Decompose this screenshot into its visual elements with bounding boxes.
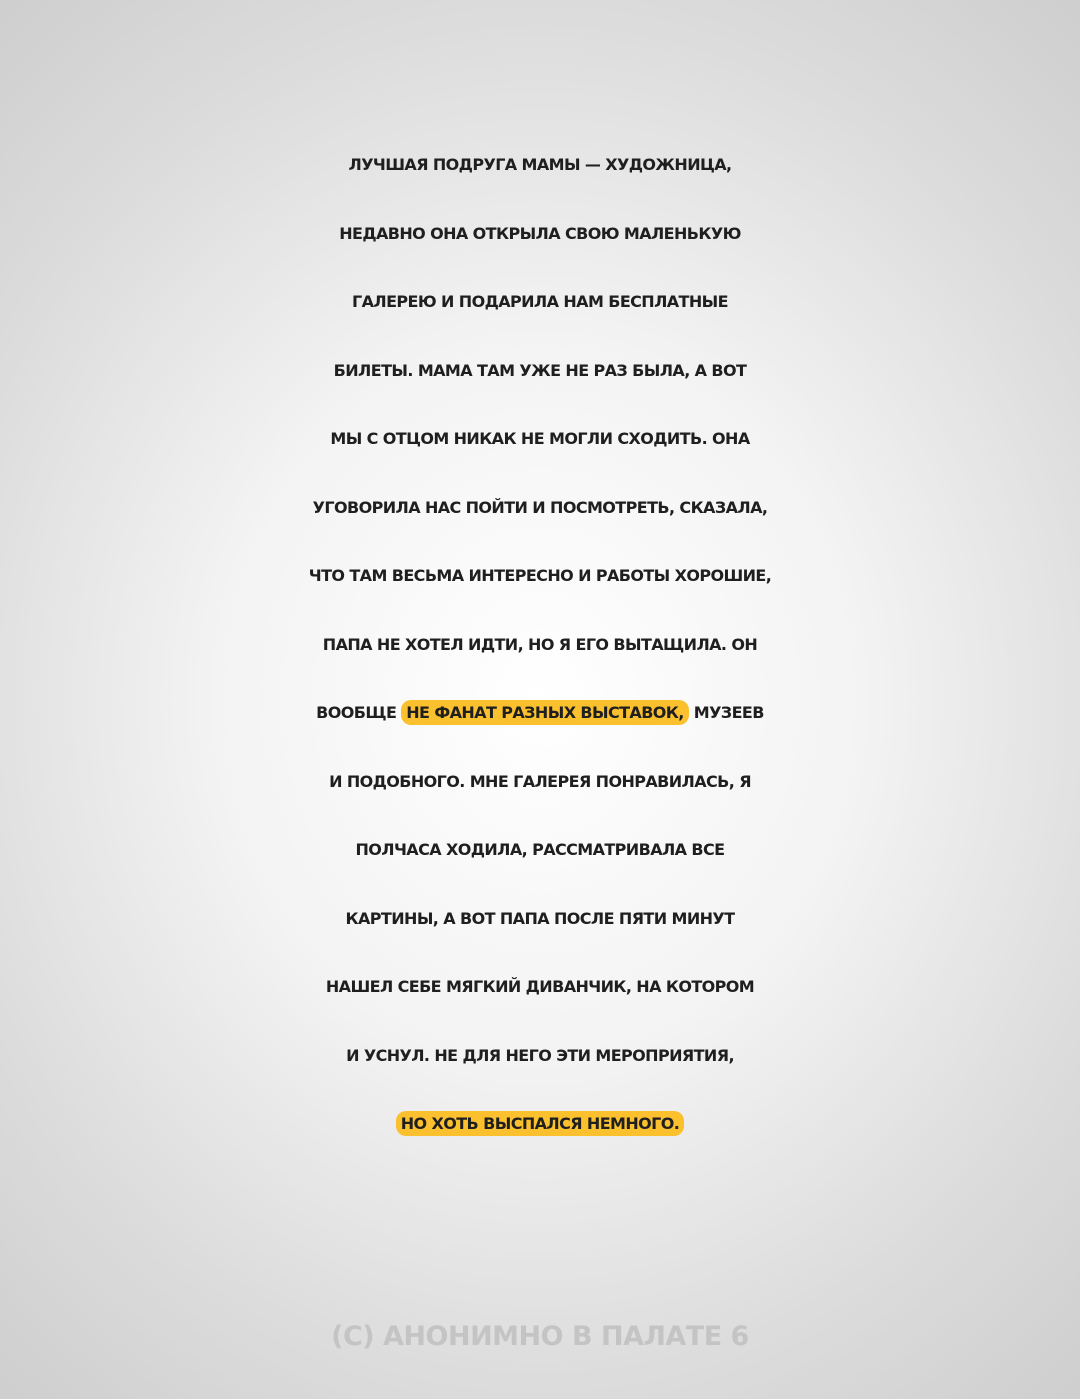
story-line: ПАПА НЕ ХОТЕЛ ИДТИ, НО Я ЕГО ВЫТАЩИЛА. ОН bbox=[322, 634, 758, 654]
story-line-with-highlight bbox=[0, 1090, 1080, 1159]
story-line: ГАЛЕРЕЮ И ПОДАРИЛА НАМ БЕСПЛАТНЫЕ bbox=[352, 292, 728, 311]
story-text bbox=[0, 131, 1080, 1159]
story-line: ЛУЧШАЯ ПОДРУГА МАМЫ — ХУДОЖНИЦА, bbox=[348, 155, 732, 174]
highlighted-phrase: НО ХОТЬ ВЫСПАЛСЯ НЕМНОГО. bbox=[396, 1111, 685, 1136]
story-line: И ПОДОБНОГО. МНЕ ГАЛЕРЕЯ ПОНРАВИЛАСЬ, Я bbox=[329, 771, 751, 791]
story-line-with-highlight bbox=[0, 679, 1080, 748]
story-line: ПОЛЧАСА ХОДИЛА, РАССМАТРИВАЛА ВСЕ bbox=[355, 840, 725, 859]
highlighted-phrase: НЕ ФАНАТ РАЗНЫХ ВЫСТАВОК, bbox=[401, 700, 689, 725]
story-line: ЧТО ТАМ ВЕСЬМА ИНТЕРЕСНО И РАБОТЫ ХОРОШИЕ, bbox=[308, 566, 772, 585]
story-line: УГОВОРИЛА НАС ПОЙТИ И ПОСМОТРЕТЬ, СКАЗАЛА, bbox=[312, 497, 768, 517]
story-line: НЕДАВНО ОНА ОТКРЫЛА СВОЮ МАЛЕНЬКУЮ bbox=[339, 223, 741, 243]
author-credit: (С) АНОНИМНО В ПАЛАТЕ 6 bbox=[331, 1321, 749, 1352]
story-line: МЫ С ОТЦОМ НИКАК НЕ МОГЛИ СХОДИТЬ. ОНА bbox=[330, 429, 750, 448]
story-line: БИЛЕТЫ. МАМА ТАМ УЖЕ НЕ РАЗ БЫЛА, А ВОТ bbox=[333, 360, 747, 380]
story-line: НАШЕЛ СЕБЕ МЯГКИЙ ДИВАНЧИК, НА КОТОРОМ bbox=[325, 977, 755, 996]
story-line: И УСНУЛ. НЕ ДЛЯ НЕГО ЭТИ МЕРОПРИЯТИЯ, bbox=[346, 1045, 734, 1065]
story-text-segment: МУЗЕЕВ bbox=[688, 703, 764, 722]
story-line: КАРТИНЫ, А ВОТ ПАПА ПОСЛЕ ПЯТИ МИНУТ bbox=[345, 908, 735, 928]
story-text-segment: ВООБЩЕ bbox=[316, 703, 402, 722]
